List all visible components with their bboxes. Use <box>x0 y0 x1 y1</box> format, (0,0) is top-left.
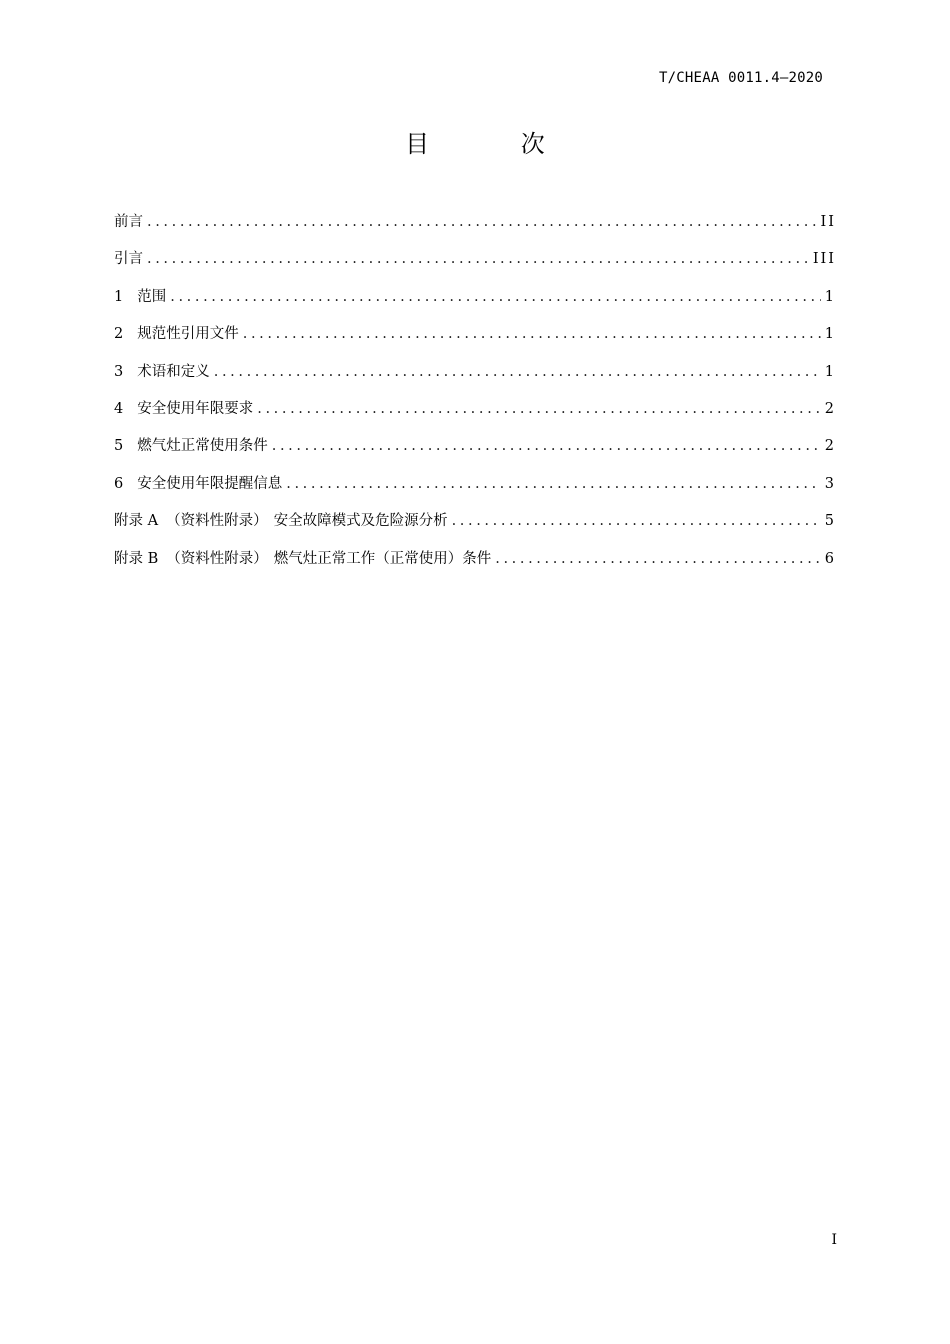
toc-leader-dots <box>243 323 821 346</box>
toc-entry-page: II <box>820 214 836 230</box>
table-of-contents <box>114 211 836 585</box>
toc-entry-number: 5 <box>114 438 124 455</box>
document-code: T/CHEAA 0011.4—2020 <box>659 70 823 86</box>
toc-entry-page: 2 <box>824 438 836 455</box>
toc-leader-dots <box>147 211 817 234</box>
toc-entry-normative-references[interactable] <box>114 323 836 360</box>
toc-entry-page: 6 <box>824 550 836 567</box>
toc-entry-number: 1 <box>114 288 124 305</box>
toc-entry-number: 6 <box>114 475 124 492</box>
toc-leader-dots <box>495 548 821 571</box>
toc-entry-label: 规范性引用文件 <box>137 326 239 343</box>
toc-entry-page: 1 <box>824 363 836 380</box>
toc-leader-dots <box>257 398 821 421</box>
toc-leader-dots <box>272 435 821 458</box>
toc-entry-label: 引言 <box>114 251 143 268</box>
toc-entry-reminder-information[interactable] <box>114 473 836 510</box>
toc-leader-dots <box>214 361 821 384</box>
page-title: 目 次 <box>405 130 587 158</box>
toc-leader-dots <box>452 510 821 533</box>
toc-entry-page: III <box>812 251 836 268</box>
toc-entry-page: 5 <box>824 513 836 530</box>
toc-entry-page: 2 <box>824 400 836 417</box>
toc-entry-label: 范围 <box>137 288 167 305</box>
toc-entry-annex-a[interactable] <box>114 510 836 547</box>
toc-annex-type: （资料性附录） <box>166 513 268 530</box>
toc-entry-label: 燃气灶正常工作（正常使用）条件 <box>273 550 492 567</box>
toc-entry-foreword[interactable] <box>114 211 836 248</box>
toc-entry-safe-service-life[interactable] <box>114 398 836 435</box>
toc-entry-page: 1 <box>824 326 836 343</box>
toc-entry-annex-b[interactable] <box>114 548 836 585</box>
toc-entry-page: 1 <box>824 288 836 305</box>
toc-entry-label: 术语和定义 <box>137 363 210 380</box>
toc-entry-normal-use-conditions[interactable] <box>114 435 836 472</box>
page-number: I <box>831 1232 837 1248</box>
toc-entry-label: 前言 <box>114 214 143 230</box>
toc-entry-label: 安全使用年限要求 <box>137 400 254 417</box>
toc-entry-number: 2 <box>114 326 124 343</box>
toc-entry-label: 燃气灶正常使用条件 <box>137 438 268 455</box>
toc-entry-page: 3 <box>824 475 836 492</box>
toc-entry-number: 3 <box>114 363 124 380</box>
toc-entry-scope[interactable] <box>114 286 836 323</box>
toc-entry-terms-definitions[interactable] <box>114 361 836 398</box>
toc-leader-dots <box>147 248 809 271</box>
toc-leader-dots <box>170 286 821 309</box>
toc-entry-introduction[interactable] <box>114 248 836 285</box>
toc-annex-prefix: 附录 B <box>114 550 159 567</box>
toc-annex-prefix: 附录 A <box>114 513 159 530</box>
toc-leader-dots <box>286 473 821 496</box>
toc-entry-label: 安全故障模式及危险源分析 <box>273 513 448 530</box>
toc-entry-label: 安全使用年限提醒信息 <box>137 475 283 492</box>
toc-annex-type: （资料性附录） <box>166 550 268 567</box>
toc-entry-number: 4 <box>114 400 124 417</box>
